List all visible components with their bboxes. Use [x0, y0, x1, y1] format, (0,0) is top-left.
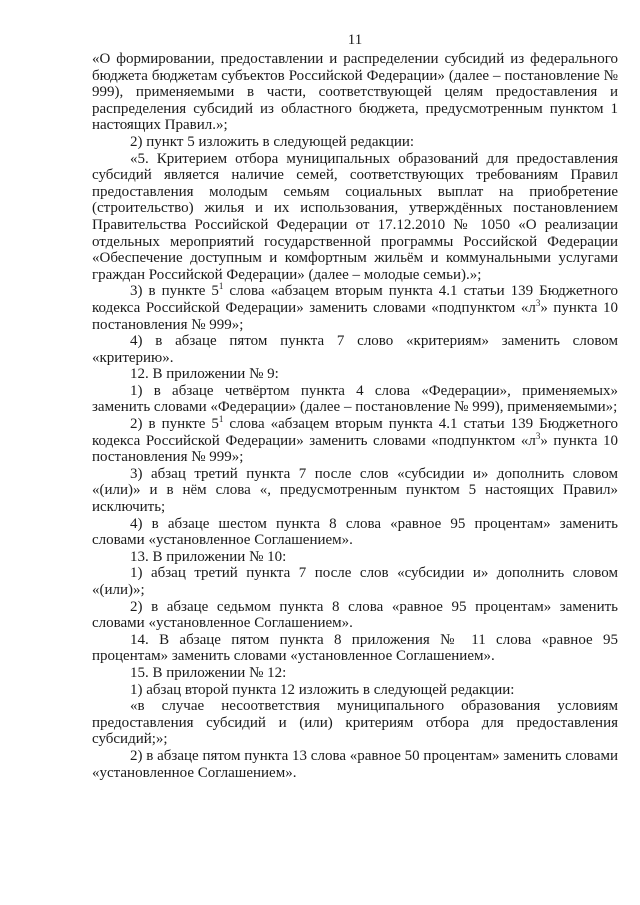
text-run: 13. В приложении № 10: — [130, 548, 287, 565]
paragraph — [92, 549, 618, 566]
text-run: 2) в пункте 5 — [130, 416, 219, 433]
paragraph — [92, 283, 618, 333]
superscript: 3 — [535, 297, 541, 308]
text-run: » пункта 10 постановления № 999»; — [92, 299, 618, 333]
superscript: 1 — [218, 281, 224, 292]
text-run: 3) абзац третий пункта 7 после слов «субсидии и» дополнить словом «(или)» и в нём слова «, предусмотренным пунктом 5 настоящих Правил» исключить; — [92, 465, 618, 516]
paragraph — [92, 151, 618, 284]
text-run: «5. Критерием отбора муниципальных образований для предоставления субсидий является наличие семей, соответствующих требованиям Правил предоставления молодым семьям социальных выплат на приобретение (строительство) жилья и их использования, утверждённых постановлением Правительства Российской Федерации от 17.12.2010 № 1050 «О реализации отдельных мероприятий государственной программы Российской Федерации «Обеспечение доступным и комфортным жильём и коммунальными услугами граждан Российской Федерации» (далее – молодые семьи).»; — [92, 150, 618, 283]
text-run: » пункта 10 постановления № 999»; — [92, 432, 618, 466]
text-run: 1) абзац второй пункта 12 изложить в следующей редакции: — [130, 681, 515, 698]
text-run: 2) в абзаце пятом пункта 13 слова «равное 50 процентам» заменить словами «установленное Соглашением». — [92, 747, 618, 781]
text-run: «в случае несоответствия муниципального образования условиям предоставления субсидий и (или) критериям отбора для предоставления субсидий;»; — [92, 698, 618, 748]
text-run: 12. В приложении № 9: — [130, 366, 279, 383]
text-run: слова «абзацем вторым пункта 4.1 статьи 139 Бюджетного кодекса Российской Федерации» заменить словами «подпунктом «л — [92, 283, 618, 316]
paragraph — [92, 516, 618, 549]
superscript: 3 — [535, 430, 541, 441]
paragraph — [92, 383, 618, 416]
text-run: слова «абзацем вторым пункта 4.1 статьи 139 Бюджетного кодекса Российской Федерации» заменить словами «подпунктом «л — [92, 416, 618, 449]
paragraph — [92, 416, 618, 466]
text-run: 14. В абзаце пятом пункта 8 приложения № 11 слова «равное 95 процентам» заменить словами «установленное Соглашением». — [92, 631, 618, 665]
superscript: 1 — [218, 414, 224, 425]
paragraph — [92, 748, 618, 781]
text-run: 4) в абзаце шестом пункта 8 слова «равное 95 процентам» заменить словами «установленное Соглашением». — [92, 515, 618, 549]
paragraph — [92, 599, 618, 632]
paragraph — [92, 632, 618, 665]
paragraph — [92, 665, 618, 682]
text-run: «О формировании, предоставлении и распределении субсидий из федерального бюджета бюджетам субъектов Российской Федерации» (далее – постановление № 999), применяемыми в части, соответствующей целям предоставления и распределения субсидий из областного бюджета, предусмотренным пунктом 1 настоящих Правил.»; — [92, 51, 618, 134]
text-run: 3) в пункте 5 — [130, 283, 219, 300]
text-run: 1) абзац третий пункта 7 после слов «субсидии и» дополнить словом «(или)»; — [92, 565, 618, 598]
page-number: 11 — [347, 32, 363, 48]
text-run: 1) в абзаце четвёртом пункта 4 слова «Федерации», применяемых» заменить словами «Федерации» (далее – постановление № 999), применяемыми»; — [92, 382, 618, 416]
paragraph — [92, 366, 618, 383]
paragraph — [92, 682, 618, 699]
document-body — [92, 51, 618, 781]
text-run: 15. В приложении № 12: — [130, 664, 287, 681]
text-run: 4) в абзаце пятом пункта 7 слово «критериям» заменить словом «критерию». — [92, 333, 618, 366]
paragraph — [92, 466, 618, 516]
text-run: 2) пункт 5 изложить в следующей редакции: — [130, 133, 415, 150]
paragraph — [92, 51, 618, 134]
paragraph — [92, 565, 618, 598]
text-run: 2) в абзаце седьмом пункта 8 слова «равное 95 процентам» заменить словами «установленное Соглашением». — [92, 598, 618, 632]
paragraph — [92, 333, 618, 366]
paragraph — [92, 134, 618, 151]
paragraph — [92, 698, 618, 748]
